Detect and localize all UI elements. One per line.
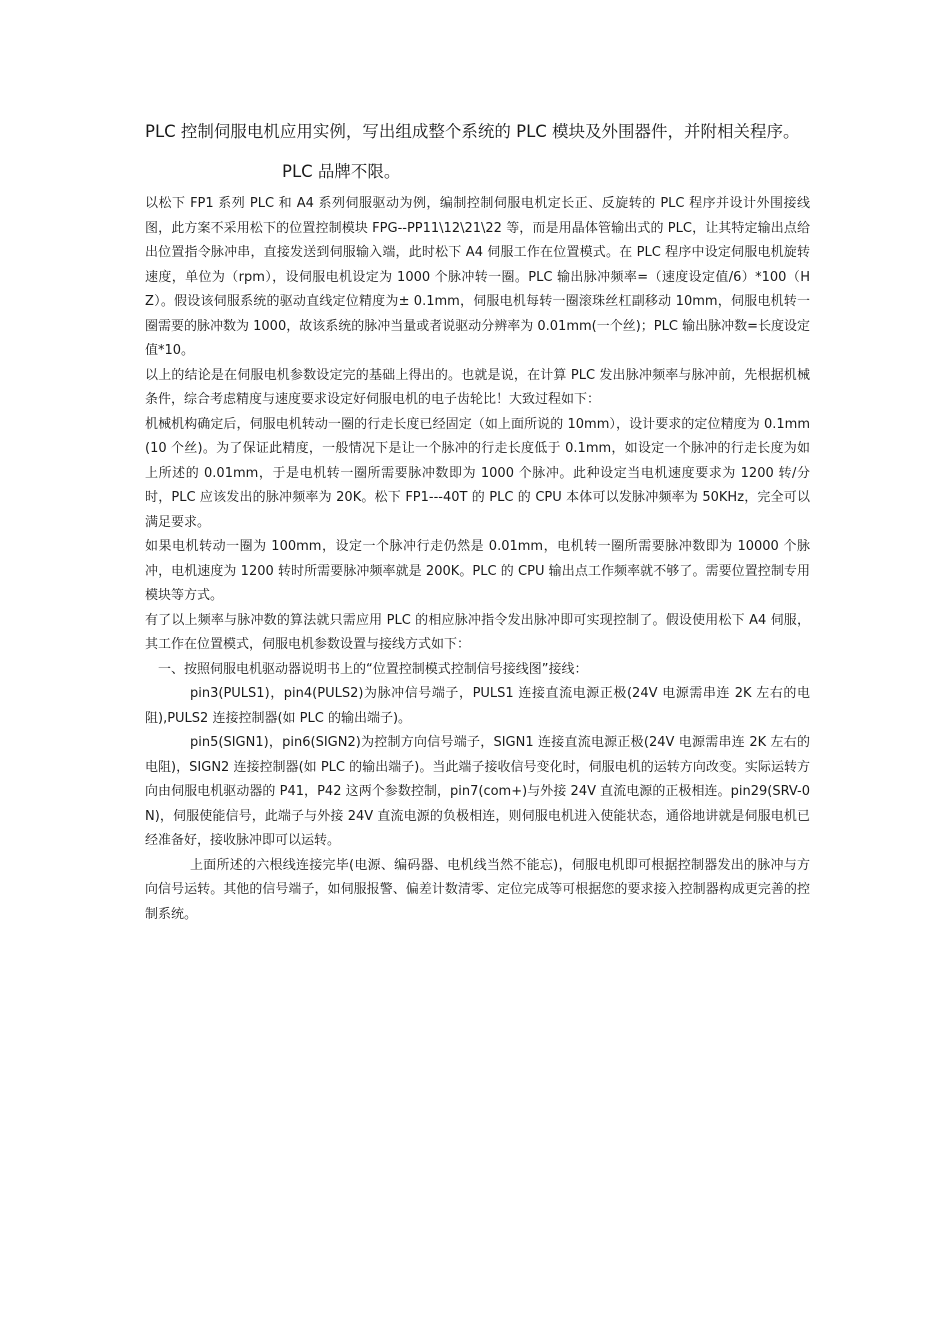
list-item-wiring: 一、按照伺服电机驱动器说明书上的“位置控制模式控制信号接线图”接线：	[158, 661, 588, 677]
paragraph-intro: 以松下 FP1 系列 PLC 和 A4 系列伺服驱动为例，编制控制伺服电机定长正、反旋转的 PLC 程序并设计外围接线图，此方案不采用松下的位置控制模块 FPG--PP11\12\21\22 等，而是用晶体管输出式的 PLC，让其特定输出点给出位置指令脉冲串，直接发送到伺服输入端，此时松下 A4 伺服工作在位置模式。在 PLC 程序中设定伺服电机旋转速度，单位为（rpm），设伺服电机设定为 1000 个脉冲转一圈。PLC 输出脉冲频率=（速度设定值/6）*100（HZ）。假设该伺服系统的驱动直线定位精度为± 0.1mm，伺服电机每转一圈滚珠丝杠副移动 10mm，伺服电机转一圈需要的脉冲数为 1000，故该系统的脉冲当量或者说驱动分辨率为 0.01mm(一个丝)；PLC 输出脉冲数=长度设定值*10。	[145, 196, 810, 358]
paragraph-summary: 上面所述的六根线连接完毕(电源、编码器、电机线当然不能忘)，伺服电机即可根据控制器发出的脉冲与方向信号运转。其他的信号端子，如伺服报警、偏差计数清零、定位完成等可根据您的要求接入控制器构成更完善的控制系统。	[145, 857, 810, 922]
paragraph-algorithm: 有了以上频率与脉冲数的算法就只需应用 PLC 的相应脉冲指令发出脉冲即可实现控制了。假设使用松下 A4 伺服，其工作在位置模式，伺服电机参数设置与接线方式如下：	[145, 612, 810, 652]
paragraph-pulse-pins: pin3(PULS1)，pin4(PULS2)为脉冲信号端子，PULS1 连接直流电源正极(24V 电源需串连 2K 左右的电阻),PULS2 连接控制器(如 PLC 的输出端子)。	[145, 686, 810, 726]
paragraph-direction-pins: pin5(SIGN1)，pin6(SIGN2)为控制方向信号端子，SIGN1 连接直流电源正极(24V 电源需串连 2K 左右的电阻)，SIGN2 连接控制器(如 PLC 的输出端子)。当此端子接收信号变化时，伺服电机的运转方向改变。实际运转方向由伺服电机驱动器的 P41，P42 这两个参数控制，pin7(com+)与外接 24V 直流电源的正极相连。pin29(SRV-0N)，伺服使能信号，此端子与外接 24V 直流电源的负极相连，则伺服电机进入使能状态，通俗地讲就是伺服电机已经准备好，接收脉冲即可以运转。	[145, 735, 810, 848]
paragraph-100mm-case: 如果电机转动一圈为 100mm，设定一个脉冲行走仍然是 0.01mm，电机转一圈所需要脉冲数即为 10000 个脉冲，电机速度为 1200 转时所需要脉冲频率就是 200K。PLC 的 CPU 输出点工作频率就不够了。需要位置控制专用模块等方式。	[145, 539, 810, 603]
document-subtitle: PLC 品牌不限。	[282, 162, 401, 181]
document-body	[145, 192, 810, 927]
paragraph-mechanism: 机械机构确定后，伺服电机转动一圈的行走长度已经固定（如上面所说的 10mm），设计要求的定位精度为 0.1mm(10 个丝)。为了保证此精度，一般情况下是让一个脉冲的行走长度低于 0.1mm，如设定一个脉冲的行走长度为如上所述的 0.01mm，于是电机转一圈所需要脉冲数即为 1000 个脉冲。此种设定当电机速度要求为 1200 转/分时，PLC 应该发出的脉冲频率为 20K。松下 FP1---40T 的 PLC 的 CPU 本体可以发脉冲频率为 50KHz，完全可以满足要求。	[145, 416, 810, 530]
document-title: PLC 控制伺服电机应用实例，写出组成整个系统的 PLC 模块及外围器件，并附相关程序。	[145, 122, 800, 141]
paragraph-conclusion: 以上的结论是在伺服电机参数设定完的基础上得出的。也就是说，在计算 PLC 发出脉冲频率与脉冲前，先根据机械条件，综合考虑精度与速度要求设定好伺服电机的电子齿轮比！大致过程如下：	[145, 367, 810, 407]
